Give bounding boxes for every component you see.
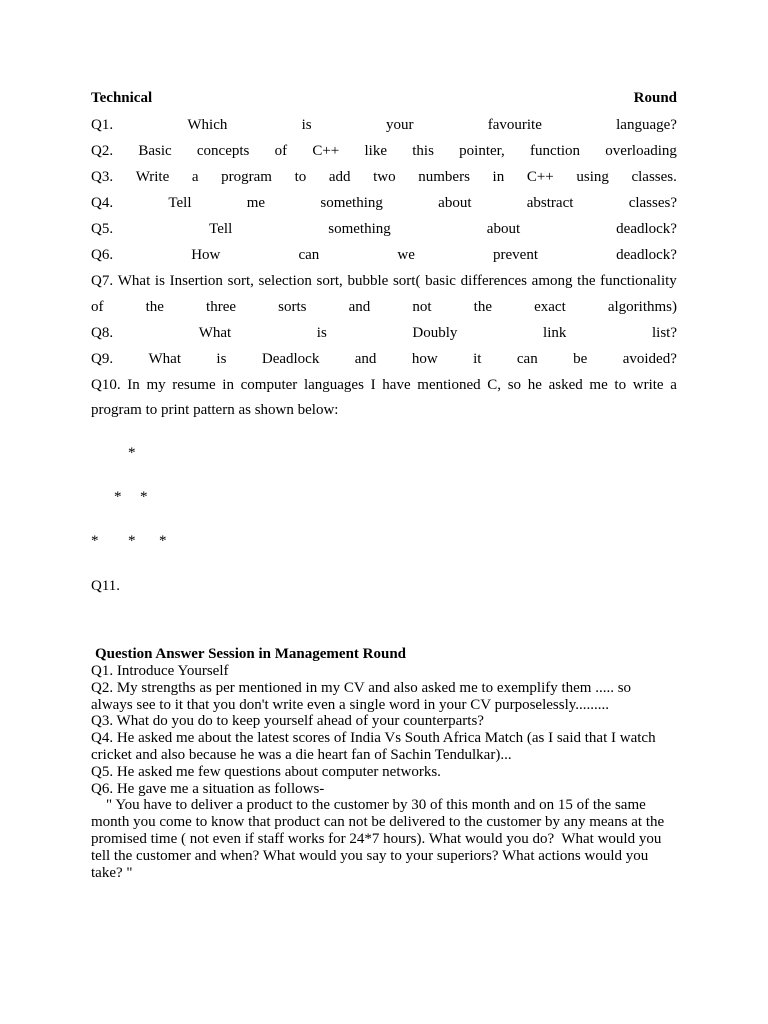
question-word: sort(	[392, 273, 421, 289]
question-word: I	[370, 377, 376, 393]
pattern-star: *	[159, 533, 167, 549]
technical-round-heading	[91, 88, 677, 108]
question-word: Which	[187, 117, 228, 133]
question-word: computer	[240, 377, 298, 393]
question-word: not	[412, 299, 432, 315]
question-word: language?	[616, 117, 677, 133]
management-line: Q4. He asked me about the latest scores of India Vs South Africa Match (as I said that I watch	[91, 730, 656, 747]
question-word: we	[397, 247, 415, 263]
question-word: overloading	[605, 143, 677, 159]
question-word: concepts	[196, 143, 250, 159]
question-word: of	[274, 143, 288, 159]
question-word: it	[473, 351, 482, 367]
management-line: tell the customer and when? What would you say to your superiors? What actions would you	[91, 847, 649, 864]
question-word: and	[354, 351, 377, 367]
question-word: a	[670, 377, 677, 393]
question-word: sort,	[316, 273, 343, 289]
technical-question-line	[91, 193, 677, 213]
question-word: mentioned	[417, 377, 481, 393]
question-word: is	[301, 117, 312, 133]
question-word: like	[364, 143, 388, 159]
question-word: Q4.	[91, 195, 114, 211]
question-word: sort,	[227, 273, 254, 289]
management-line: cricket and also because he was a die heart fan of Sachin Tendulkar)...	[91, 747, 512, 763]
question-word: in	[492, 169, 505, 185]
question-word: is	[154, 273, 165, 289]
question-word: deadlock?	[616, 247, 677, 263]
question-word: be	[573, 351, 588, 367]
question-word: so	[507, 377, 522, 393]
question-word: about	[486, 221, 521, 237]
question-word: C++	[312, 143, 340, 159]
question-word: about	[438, 195, 472, 211]
question-word: deadlock?	[616, 221, 677, 237]
question-word: how	[411, 351, 438, 367]
management-line: always see to it that you don't write even a single word in your CV purposelessly.........	[91, 696, 610, 713]
question-word: three	[206, 299, 237, 315]
question-word: program	[221, 169, 272, 185]
question-word: numbers	[418, 169, 470, 185]
pattern-star: *	[114, 489, 122, 505]
question-word: my	[146, 377, 166, 393]
question-word: in	[222, 377, 234, 393]
management-line: " You have to deliver a product to the customer by 30 of this month and on 15 of the same	[91, 797, 646, 814]
management-line: Q6. He gave me a situation as follows-	[91, 780, 325, 797]
question-word: the	[145, 299, 164, 315]
question-word: can	[298, 247, 320, 263]
question-word: Deadlock	[261, 351, 320, 367]
question-word: and	[348, 299, 371, 315]
question-word: abstract	[526, 195, 574, 211]
question-word: C++	[526, 169, 554, 185]
technical-question-line	[91, 141, 677, 161]
question-word: me	[246, 195, 266, 211]
q11-label: Q11.	[91, 578, 121, 594]
question-word: Doubly	[412, 325, 458, 341]
technical-question-line	[91, 271, 677, 291]
question-word: me	[589, 377, 608, 393]
question-word: Tell	[209, 221, 233, 237]
question-word: resume	[172, 377, 216, 393]
question-word: this	[412, 143, 434, 159]
technical-question-line	[91, 349, 677, 369]
management-line: Q2. My strengths as per mentioned in my CV and also asked me to exemplify them ..... so	[91, 679, 632, 696]
question-word: Q1.	[91, 117, 114, 133]
technical-question-line	[91, 219, 677, 239]
question-word: Q3.	[91, 169, 114, 185]
management-line: Q5. He asked me few questions about computer networks.	[91, 763, 441, 780]
question-word: of	[91, 299, 104, 315]
question-word: What	[117, 273, 151, 289]
question-word: basic	[425, 273, 456, 289]
question-word: is	[216, 351, 227, 367]
question-word: list?	[651, 325, 677, 341]
question-word: to	[294, 169, 307, 185]
technical-question-line	[91, 375, 677, 395]
question-word: Insertion	[169, 273, 223, 289]
question-word: something	[320, 195, 383, 211]
question-word: function	[530, 143, 581, 159]
management-line: promised time ( not even if staff works for 24*7 hours). What would you do? What would you	[91, 831, 662, 847]
heading-word: Round	[633, 90, 677, 106]
management-line: Q1. Introduce Yourself	[91, 663, 229, 679]
question-word: your	[385, 117, 414, 133]
technical-question-line	[91, 323, 677, 343]
question-word: link	[543, 325, 567, 341]
question-word: Q5.	[91, 221, 114, 237]
question-word: classes?	[628, 195, 677, 211]
question-word: Q10.	[91, 377, 121, 393]
management-round-heading: Question Answer Session in Management Round	[95, 646, 407, 662]
question-word: can	[516, 351, 538, 367]
question-word: Q2.	[91, 143, 114, 159]
question-word: is	[316, 325, 327, 341]
question-word: How	[191, 247, 221, 263]
question-word: favourite	[487, 117, 542, 133]
technical-question-line	[91, 167, 677, 187]
technical-question-line	[91, 115, 677, 135]
question-word: Q9.	[91, 351, 114, 367]
question-word: Write	[135, 169, 170, 185]
pattern-star: *	[128, 445, 136, 461]
question-word: What	[148, 351, 181, 367]
management-line: month you come to know that product can not be delivered to the customer by any means at the	[91, 814, 665, 831]
technical-question-line	[91, 245, 677, 265]
question-word: asked	[548, 377, 583, 393]
question-word: Q6.	[91, 247, 114, 263]
pattern-star: *	[140, 489, 148, 505]
question-word: functionality	[600, 273, 677, 289]
question-word: exact	[534, 299, 566, 315]
question-word: pointer,	[459, 143, 505, 159]
question-word: algorithms)	[607, 299, 677, 315]
question-word: he	[527, 377, 542, 393]
question-word: a	[191, 169, 199, 185]
question-word: Q8.	[91, 325, 114, 341]
management-line: take? "	[91, 864, 133, 881]
management-line: Q3. What do you do to keep yourself ahead of your counterparts?	[91, 713, 484, 730]
question-word: Basic	[138, 143, 172, 159]
question-word: two	[373, 169, 396, 185]
question-word: to	[614, 377, 627, 393]
question-word: differences	[460, 273, 527, 289]
question-word: among	[531, 273, 573, 289]
question-word: the	[577, 273, 596, 289]
heading-word: Technical	[91, 90, 153, 106]
question-word: What	[198, 325, 232, 341]
question-word: prevent	[493, 247, 539, 263]
question-word: languages	[303, 377, 364, 393]
question-word: using	[576, 169, 609, 185]
technical-question-line	[91, 297, 677, 317]
question-word: bubble	[347, 273, 389, 289]
question-word: In	[127, 377, 140, 393]
question-word: something	[328, 221, 391, 237]
question-word: add	[328, 169, 351, 185]
question-word: avoided?	[622, 351, 677, 367]
question-word: write	[632, 377, 664, 393]
q10-continuation: program to print pattern as shown below:	[91, 402, 339, 418]
question-word: C,	[487, 377, 502, 393]
question-word: classes.	[631, 169, 677, 185]
question-word: the	[473, 299, 492, 315]
question-word: selection	[258, 273, 312, 289]
question-word: sorts	[278, 299, 307, 315]
pattern-star: *	[128, 533, 136, 549]
pattern-star: *	[91, 533, 99, 549]
question-word: Q7.	[91, 273, 114, 289]
question-word: have	[382, 377, 411, 393]
question-word: Tell	[168, 195, 192, 211]
